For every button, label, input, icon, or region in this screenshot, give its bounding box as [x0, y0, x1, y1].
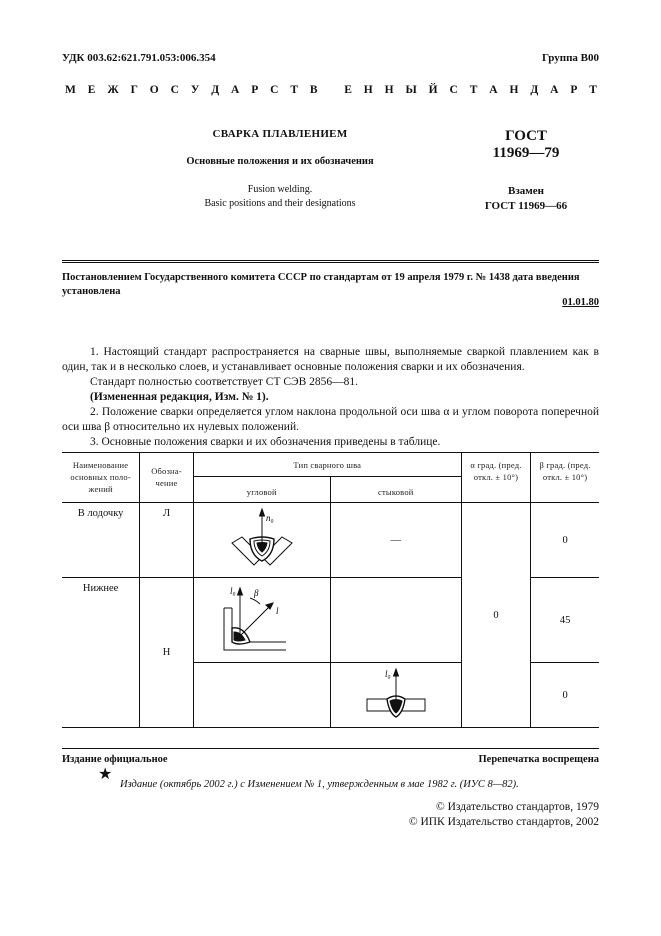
banner-letter: А: [489, 84, 498, 96]
row-flat-butt-empty: [330, 578, 461, 663]
gost-label: ГОСТ: [505, 128, 547, 144]
banner-letter: У: [190, 84, 200, 96]
row-boat-name: В лодочку: [62, 503, 140, 578]
banner-letter: Н: [363, 84, 373, 96]
row-flat-fillet-diagram: [193, 578, 330, 663]
official-edition: Издание официальное: [62, 754, 168, 765]
intro-date: 01.01.80: [562, 297, 599, 308]
divider-top: [62, 260, 599, 261]
title-block: [130, 128, 430, 211]
banner-letter: Н: [509, 84, 519, 96]
row-flat-fillet-empty: [193, 663, 330, 728]
label-l0-butt: l₀: [384, 669, 391, 679]
copyright-1979: © Издательство стандартов, 1979: [435, 801, 599, 813]
banner-letter: Ж: [107, 84, 119, 96]
title-ru: СВАРКА ПЛАВЛЕНИЕМ: [212, 128, 348, 140]
positions-table: [62, 452, 599, 728]
copyright-2002: © ИПК Издательство стандартов, 2002: [408, 816, 599, 828]
header-alpha: α град. (пред. откл. ± 10°): [461, 453, 530, 503]
instead-label: Взамен: [508, 185, 544, 197]
paragraph-3: 3. Основные положения сварки и их обозначения приведены в таблице.: [90, 436, 441, 448]
gost-block: [470, 128, 582, 214]
body-text: [62, 345, 599, 450]
row-boat-fillet-diagram: [193, 503, 330, 578]
decree-text: Постановлением Государственного комитета СССР по стандартам от 19 апреля 1979 г. № 1438 дата введения установлена: [62, 272, 580, 297]
header-butt: стыковой: [330, 477, 461, 503]
row-flat-beta-45: 45: [531, 578, 599, 663]
title-en-line2: Basic positions and their designations: [204, 198, 356, 209]
row-boat-beta: 0: [531, 503, 599, 578]
row-boat-code: Л: [140, 503, 194, 578]
banner-letter: А: [231, 84, 240, 96]
gost-number: 11969—79: [492, 145, 560, 161]
banner-letter: Е: [87, 84, 96, 96]
divider-bottom: [62, 748, 599, 749]
row-flat-beta-0: 0: [531, 663, 599, 728]
banner-letter: В: [309, 84, 318, 96]
row-boat-butt: —: [330, 503, 461, 578]
banner-letter: Т: [469, 84, 478, 96]
banner-letter: О: [149, 84, 159, 96]
header-type: Тип сварного шва: [193, 453, 461, 477]
paragraph-2: 2. Положение сварки определяется углом наклона продольной оси шва α и углом поворота поперечной оси шва β относительно их нулевых положений.: [62, 406, 599, 433]
row-flat-code: Н: [140, 578, 194, 728]
label-l0-flat: l₀: [229, 586, 236, 596]
subtitle-ru: Основные положения и их обозначения: [186, 156, 374, 167]
paragraph-1b: Стандарт полностью соответствует СТ СЭВ 2856—81.: [90, 376, 359, 388]
edition-note: Издание (октябрь 2002 г.) с Изменением № 1, утвержденным в мае 1982 г. (ИУС 8—82).: [120, 779, 519, 790]
standard-type-banner: [65, 84, 597, 96]
banner-letter: Д: [530, 84, 539, 96]
alpha-value: 0: [461, 503, 530, 728]
divider-top-2: [62, 262, 599, 263]
banner-letter: Й: [428, 84, 438, 96]
title-en: [130, 183, 430, 211]
banner-letter: М: [65, 84, 76, 96]
banner-letter: Т: [290, 84, 298, 96]
header-name: Наименование основных поло- жений: [62, 453, 140, 503]
header-fillet: угловой: [193, 477, 330, 503]
banner-letter: С: [270, 84, 279, 96]
header-beta: β град. (пред. откл. ± 10°): [531, 453, 599, 503]
banner-letter: Р: [570, 84, 578, 96]
star-icon: ★: [98, 766, 113, 783]
paragraph-1: 1. Настоящий стандарт распространяется на сварные швы, выполняемые сваркой плавлением как в один, так и в несколько слоев, и устанавливает основные положения сварки и их обозначения.: [62, 346, 599, 373]
banner-letter: Т: [589, 84, 597, 96]
flat-fillet-svg: [194, 578, 330, 660]
group-code: Группа В00: [541, 52, 599, 64]
instead-number: ГОСТ 11969—66: [484, 200, 568, 212]
instead-block: [470, 184, 582, 214]
banner-letter: Д: [211, 84, 220, 96]
row-flat-name: Нижнее: [62, 578, 140, 728]
title-en-line1: Fusion welding.: [247, 184, 313, 195]
reprint-prohibited: Перепечатка воспрещена: [478, 754, 599, 765]
banner-letter: Е: [344, 84, 352, 96]
header-code: Обозна- чение: [140, 453, 194, 503]
banner-letter: А: [550, 84, 559, 96]
label-n0-boat: n₀: [265, 513, 274, 523]
row-flat-butt-diagram: [330, 663, 461, 728]
banner-letter: Ы: [405, 84, 417, 96]
banner-letter: С: [449, 84, 458, 96]
banner-letter: Н: [384, 84, 394, 96]
label-beta-flat: β: [253, 588, 259, 598]
paragraph-1c: (Измененная редакция, Изм. № 1).: [90, 391, 269, 403]
banner-letter: Р: [251, 84, 259, 96]
banner-letter: С: [170, 84, 179, 96]
flat-butt-svg: [331, 663, 461, 725]
udk-code: УДК 003.62:621.791.053:006.354: [62, 52, 216, 64]
banner-gap: [329, 84, 332, 96]
banner-letter: Г: [130, 84, 138, 96]
boat-fillet-svg: [194, 503, 330, 575]
label-l-flat: l: [275, 606, 279, 616]
